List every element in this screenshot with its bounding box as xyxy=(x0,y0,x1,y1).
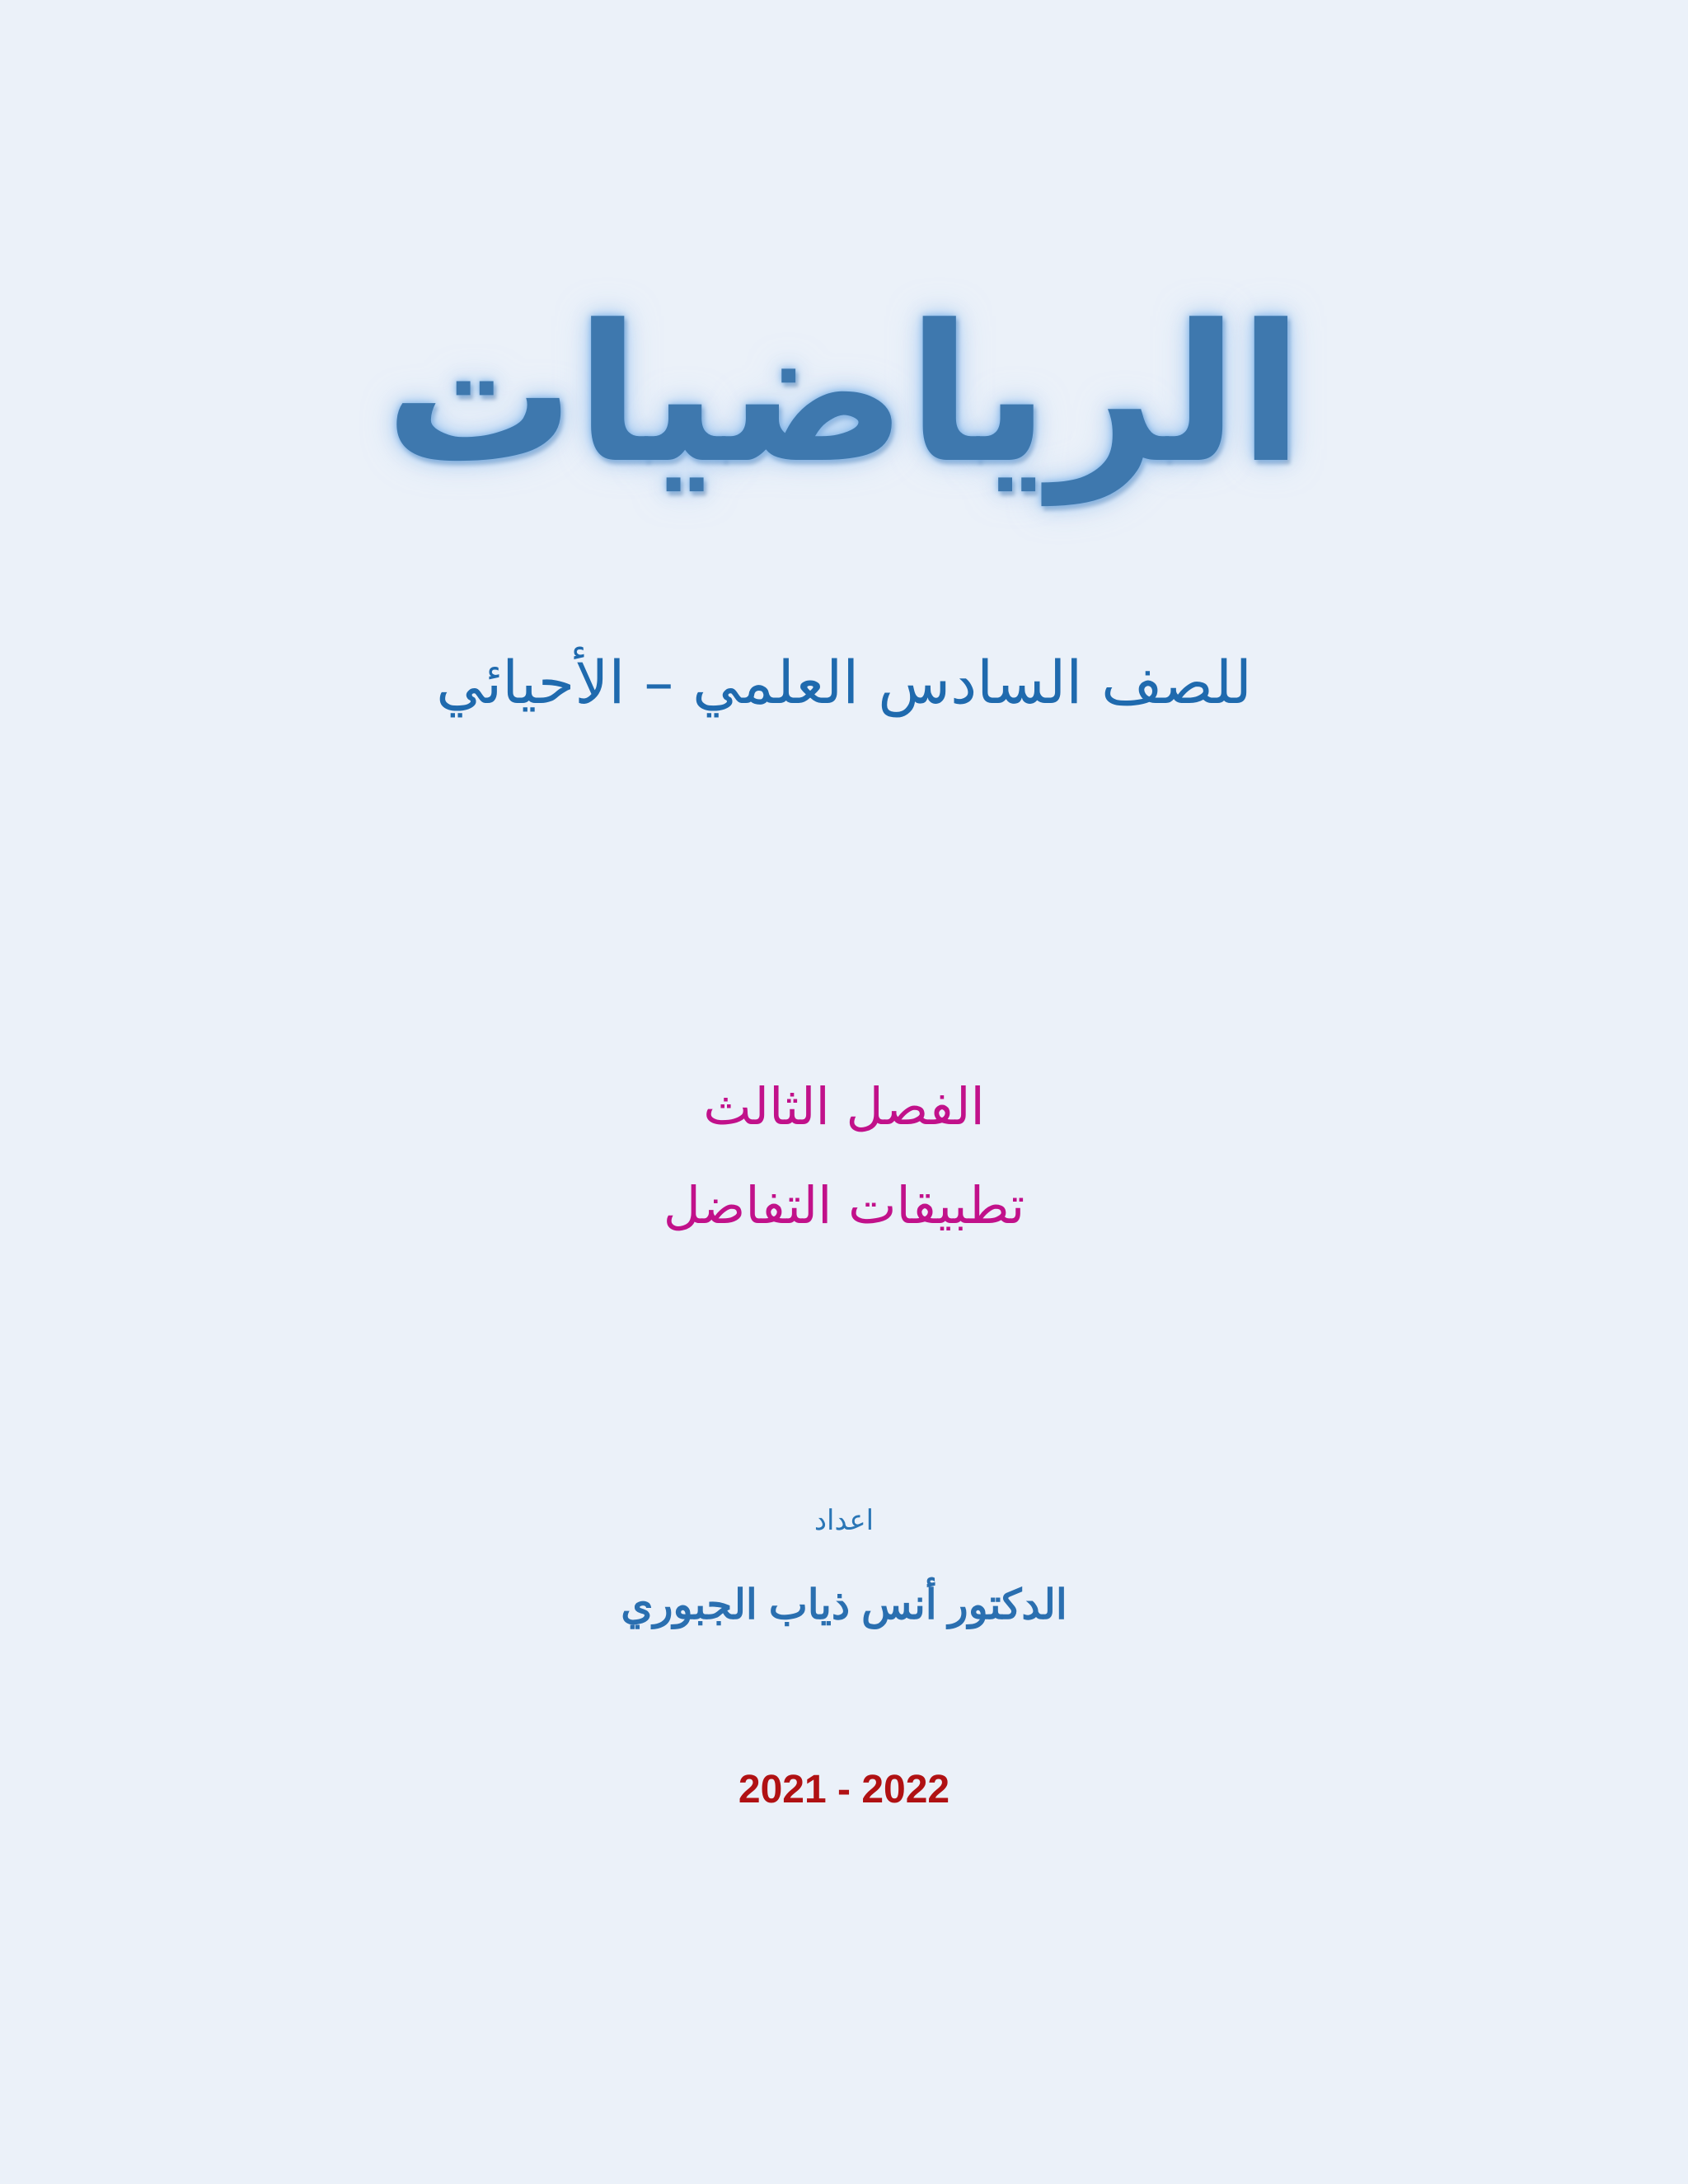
main-title: الرياضيات xyxy=(384,285,1304,505)
prepared-by-label: اعداد xyxy=(814,1504,874,1537)
author-name: الدكتور أنس ذياب الجبوري xyxy=(621,1582,1067,1628)
chapter-title: تطبيقات التفاضل xyxy=(663,1175,1025,1235)
chapter-number: الفصل الثالث xyxy=(703,1076,985,1137)
grade-subtitle: للصف السادس العلمي – الأحيائي xyxy=(436,648,1252,717)
academic-year: 2021 - 2022 xyxy=(738,1768,950,1811)
